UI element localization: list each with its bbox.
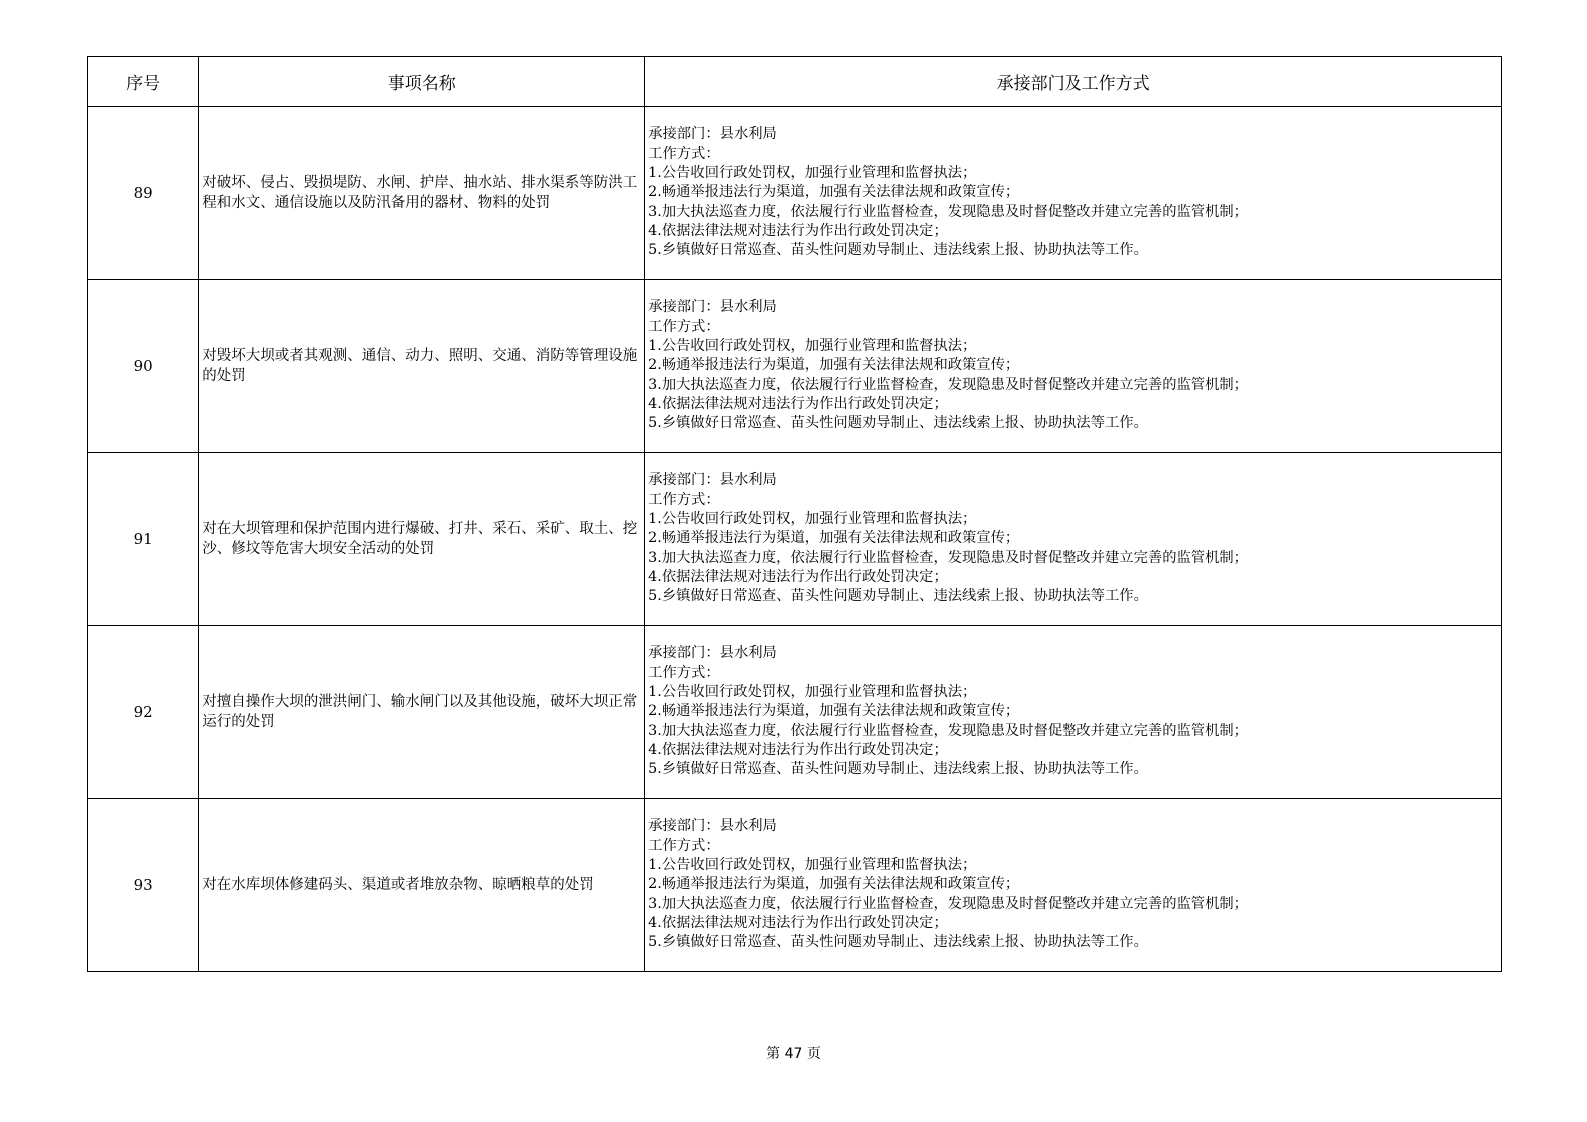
row-dept-method xyxy=(645,280,1502,453)
matters-table xyxy=(87,56,1502,972)
method-item: 3.加大执法巡查力度，依法履行行业监督检查，发现隐患及时督促整改并建立完善的监管机制； xyxy=(648,203,1248,220)
row-seq: 91 xyxy=(88,453,199,626)
table-row xyxy=(88,626,1502,799)
dept-line: 承接部门：县水利局 xyxy=(648,472,777,489)
row-matter-name: 对在大坝管理和保护范围内进行爆破、打井、采石、采矿、取土、挖沙、修坟等危害大坝安全活动的处罚 xyxy=(199,453,645,626)
header-name: 事项名称 xyxy=(199,57,645,107)
method-label: 工作方式： xyxy=(648,837,720,854)
page-number: 第 47 页 xyxy=(766,1046,821,1062)
method-item: 4.依据法律法规对违法行为作出行政处罚决定； xyxy=(648,395,948,412)
method-item: 5.乡镇做好日常巡查、苗头性问题劝导制止、违法线索上报、协助执法等工作。 xyxy=(648,415,1148,432)
method-item: 3.加大执法巡查力度，依法履行行业监督检查，发现隐患及时督促整改并建立完善的监管机制； xyxy=(648,895,1248,912)
table-row xyxy=(88,453,1502,626)
method-item: 2.畅通举报违法行为渠道，加强有关法律法规和政策宣传； xyxy=(648,703,1020,720)
row-dept-method xyxy=(645,799,1502,972)
method-item: 2.畅通举报违法行为渠道，加强有关法律法规和政策宣传； xyxy=(648,530,1020,547)
method-item: 4.依据法律法规对违法行为作出行政处罚决定； xyxy=(648,914,948,931)
table-row xyxy=(88,799,1502,972)
dept-line: 承接部门：县水利局 xyxy=(648,126,777,143)
dept-line: 承接部门：县水利局 xyxy=(648,299,777,316)
method-label: 工作方式： xyxy=(648,664,720,681)
row-seq: 93 xyxy=(88,799,199,972)
row-seq: 92 xyxy=(88,626,199,799)
method-item: 2.畅通举报违法行为渠道，加强有关法律法规和政策宣传； xyxy=(648,184,1020,201)
method-item: 2.畅通举报违法行为渠道，加强有关法律法规和政策宣传； xyxy=(648,357,1020,374)
method-item: 3.加大执法巡查力度，依法履行行业监督检查，发现隐患及时督促整改并建立完善的监管机制； xyxy=(648,722,1248,739)
method-label: 工作方式： xyxy=(648,318,720,335)
method-item: 1.公告收回行政处罚权，加强行业管理和监督执法； xyxy=(648,857,977,874)
header-row xyxy=(88,57,1502,107)
method-item: 4.依据法律法规对违法行为作出行政处罚决定； xyxy=(648,741,948,758)
row-dept-method xyxy=(645,453,1502,626)
table-row xyxy=(88,280,1502,453)
row-matter-name: 对毁坏大坝或者其观测、通信、动力、照明、交通、消防等管理设施的处罚 xyxy=(199,280,645,453)
header-dept: 承接部门及工作方式 xyxy=(645,57,1502,107)
row-matter-name: 对破坏、侵占、毁损堤防、水闸、护岸、抽水站、排水渠系等防洪工程和水文、通信设施以及防汛备用的器材、物料的处罚 xyxy=(199,107,645,280)
row-matter-name: 对在水库坝体修建码头、渠道或者堆放杂物、晾晒粮草的处罚 xyxy=(199,799,645,972)
method-item: 3.加大执法巡查力度，依法履行行业监督检查，发现隐患及时督促整改并建立完善的监管机制； xyxy=(648,376,1248,393)
method-label: 工作方式： xyxy=(648,491,720,508)
method-item: 5.乡镇做好日常巡查、苗头性问题劝导制止、违法线索上报、协助执法等工作。 xyxy=(648,761,1148,778)
row-matter-name: 对擅自操作大坝的泄洪闸门、输水闸门以及其他设施，破坏大坝正常运行的处罚 xyxy=(199,626,645,799)
method-label: 工作方式： xyxy=(648,145,720,162)
dept-line: 承接部门：县水利局 xyxy=(648,818,777,835)
method-item: 1.公告收回行政处罚权，加强行业管理和监督执法； xyxy=(648,684,977,701)
method-item: 5.乡镇做好日常巡查、苗头性问题劝导制止、违法线索上报、协助执法等工作。 xyxy=(648,588,1148,605)
method-item: 5.乡镇做好日常巡查、苗头性问题劝导制止、违法线索上报、协助执法等工作。 xyxy=(648,242,1148,259)
row-dept-method xyxy=(645,107,1502,280)
row-seq: 90 xyxy=(88,280,199,453)
row-seq: 89 xyxy=(88,107,199,280)
method-item: 1.公告收回行政处罚权，加强行业管理和监督执法； xyxy=(648,511,977,528)
method-item: 1.公告收回行政处罚权，加强行业管理和监督执法； xyxy=(648,338,977,355)
header-seq: 序号 xyxy=(88,57,199,107)
method-item: 2.畅通举报违法行为渠道，加强有关法律法规和政策宣传； xyxy=(648,876,1020,893)
method-item: 4.依据法律法规对违法行为作出行政处罚决定； xyxy=(648,568,948,585)
method-item: 4.依据法律法规对违法行为作出行政处罚决定； xyxy=(648,222,948,239)
method-item: 3.加大执法巡查力度，依法履行行业监督检查，发现隐患及时督促整改并建立完善的监管机制； xyxy=(648,549,1248,566)
method-item: 5.乡镇做好日常巡查、苗头性问题劝导制止、违法线索上报、协助执法等工作。 xyxy=(648,934,1148,951)
table-row xyxy=(88,107,1502,280)
method-item: 1.公告收回行政处罚权，加强行业管理和监督执法； xyxy=(648,165,977,182)
row-dept-method xyxy=(645,626,1502,799)
dept-line: 承接部门：县水利局 xyxy=(648,645,777,662)
